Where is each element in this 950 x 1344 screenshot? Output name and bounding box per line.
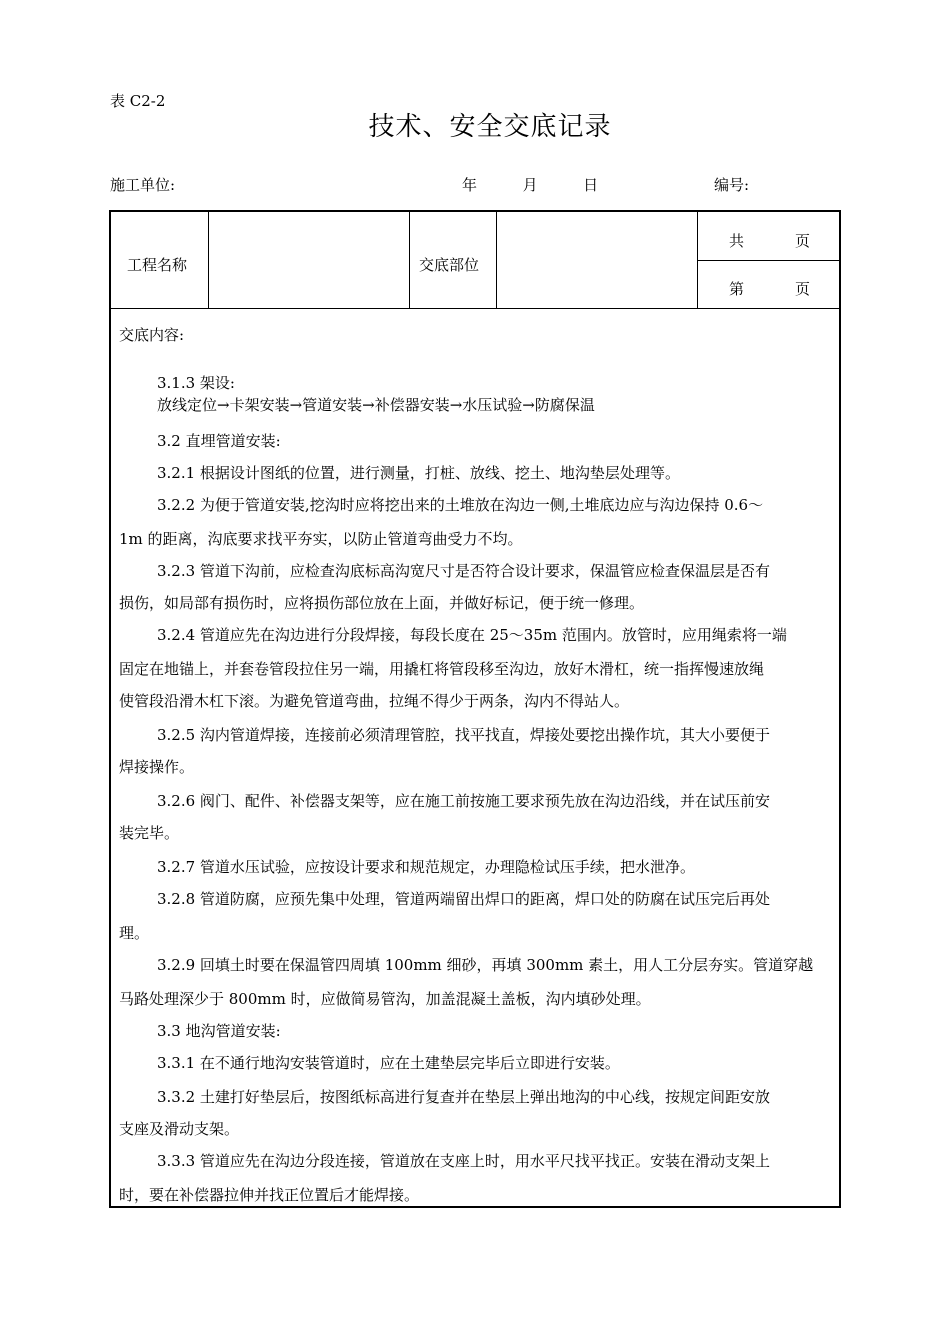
content-line: 3.2.8 管道防腐，应预先集中处理，管道两端留出焊口的距离，焊口处的防腐在试压完后再处 [157,890,770,908]
content-line: 1m 的距离，沟底要求找平夯实，以防止管道弯曲受力不均。 [119,530,523,548]
total-pages-label: 共 [729,232,745,250]
content-line: 3.2.5 沟内管道焊接，连接前必须清理管腔，找平找直，焊接处要挖出操作坑，其大小要便于 [157,726,770,744]
content-line: 3.2.1 根据设计图纸的位置，进行测量，打桩、放线、挖土、地沟垫层处理等。 [157,464,680,482]
content-line: 3.2.3 管道下沟前，应检查沟底标高沟宽尺寸是否符合设计要求，保温管应检查保温层是否有 [157,562,770,580]
content-line: 3.3.3 管道应先在沟边分段连接，管道放在支座上时，用水平尺找平找正。安装在滑动支架上 [157,1152,770,1170]
disclosure-part-label: 交底部位 [419,256,480,274]
table-divider [409,212,410,308]
content-line: 3.2.6 阀门、配件、补偿器支架等，应在施工前按施工要求预先放在沟边沿线，并在试压前安 [157,792,770,810]
content-line: 3.2.2 为便于管道安装,挖沟时应将挖出来的土堆放在沟边一侧,土堆底边应与沟边保持 0.6～ [157,496,764,514]
content-line: 3.3 地沟管道安装: [157,1022,281,1040]
table-divider [697,260,839,261]
day-label: 日 [583,176,599,194]
table-divider [496,212,497,308]
page-unit-label: 页 [795,280,811,298]
date-field [462,174,598,195]
document-title: 技术、安全交底记录 [368,112,612,142]
year-label: 年 [462,176,478,194]
content-heading: 交底内容: [119,326,185,344]
content-line: 固定在地锚上，并套卷管段拉住另一端，用撬杠将管段移至沟边，放好木滑杠，统一指挥慢速放绳 [119,660,765,678]
content-line: 时，要在补偿器拉伸并找正位置后才能焊接。 [119,1186,420,1204]
content-line: 3.2.9 回填土时要在保温管四周填 100mm 细砂，再填 300mm 素土，用人工分层夯实。管道穿越 [157,956,814,974]
number-label: 编号: [714,176,750,194]
content-line: 损伤，如局部有损伤时，应将损伤部位放在上面，并做好标记，便于统一修理。 [119,594,645,612]
construction-unit-label: 施工单位: [110,176,176,194]
content-line: 3.3.2 土建打好垫层后，按图纸标高进行复查并在垫层上弹出地沟的中心线，按规定间距安放 [157,1088,770,1106]
content-line: 3.1.3 架设: [157,374,235,392]
content-line: 理。 [119,924,150,942]
form-code: 表 C2-2 [110,92,166,110]
page-number-label: 第 [729,280,745,298]
content-line: 支座及滑动支架。 [119,1120,240,1138]
content-line: 3.2.7 管道水压试验，应按设计要求和规范规定，办理隐检试压手续，把水泄净。 [157,858,695,876]
month-label: 月 [522,176,538,194]
content-line: 3.2.4 管道应先在沟边进行分段焊接，每段长度在 25～35m 范围内。放管时，应用绳索将一端 [157,626,787,644]
content-line: 3.3.1 在不通行地沟安装管道时，应在土建垫层完毕后立即进行安装。 [157,1054,620,1072]
table-divider [111,308,839,309]
record-table [109,210,841,1208]
content-line: 使管段沿滑木杠下滚。为避免管道弯曲，拉绳不得少于两条，沟内不得站人。 [119,692,630,710]
content-line: 放线定位→卡架安装→管道安装→补偿器安装→水压试验→防腐保温 [157,396,595,414]
content-line: 焊接操作。 [119,758,195,776]
content-line: 3.2 直埋管道安装: [157,432,281,450]
project-name-label: 工程名称 [127,256,188,274]
content-line: 装完毕。 [119,824,180,842]
table-divider [208,212,209,308]
page-unit-label: 页 [795,232,811,250]
content-line: 马路处理深少于 800mm 时，应做简易管沟，加盖混凝土盖板，沟内填砂处理。 [119,990,651,1008]
